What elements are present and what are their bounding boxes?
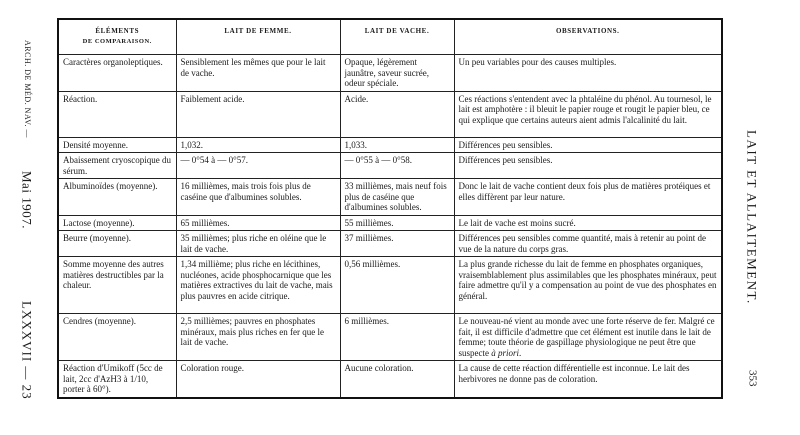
cell-femme: Coloration rouge. [176,361,340,398]
cell-vache: 6 millièmes. [340,314,454,361]
header-elements-sub: DE COMPARAISON. [82,37,152,45]
table-row [58,361,722,398]
table-row [58,179,722,216]
cell-vache: 55 millièmes. [340,215,454,231]
cell-observation: Différences peu sensibles comme quantité, mais à retenir au point de vue de la nature du corps gras. [454,231,722,257]
header-row [58,19,722,55]
obs-end: . [519,347,522,358]
cell-observation [454,314,722,361]
running-title: LAIT ET ALLAITEMENT. [744,130,760,305]
journal-name: ARCH. DE MÉD. NAV. — [23,40,32,138]
cell-observation: Le lait de vache est moins sucré. [454,215,722,231]
right-margin [740,130,764,310]
cell-element: Densité moyenne. [58,137,176,153]
cell-vache: 1,033. [340,137,454,153]
header-elements [58,19,176,55]
cell-element: Réaction d'Umikoff (5cc de lait, 2cc d'AzH3 à 1/10, porter à 60°). [58,361,176,398]
cell-femme: 35 millièmes; plus riche en oléine que le lait de vache. [176,231,340,257]
cell-observation: Donc le lait de vache contient deux fois plus de matières protéiques et elles diffèrent par leur nature. [454,179,722,216]
cell-vache: 33 millièmes, mais neuf fois plus de caséine que d'albumines solubles. [340,179,454,216]
cell-element: Somme moyenne des autres matières destructibles par la chaleur. [58,257,176,314]
cell-femme: 2,5 millièmes; pauvres en phosphates minéraux, mais plus riches en fer que le lait de vache. [176,314,340,361]
cell-element: Lactose (moyenne). [58,215,176,231]
cell-observation: Différences peu sensibles. [454,137,722,153]
cell-vache: Acide. [340,91,454,137]
cell-femme: Faiblement acide. [176,91,340,137]
cell-observation: La plus grande richesse du lait de femme en phosphates organiques, vraisemblablement plus assimilables que les phosphates minéraux, peut faire admettre qu'il y a compensation au point de vue des phosphates en général. [454,257,722,314]
volume-number: LXXXVII — 23 [19,301,35,400]
cell-femme: 65 millièmes. [176,215,340,231]
page-number-wrap [740,370,764,387]
page-number: 353 [746,370,759,387]
cell-element: Albuminoïdes (moyenne). [58,179,176,216]
obs-text: Le nouveau-né vient au monde avec une forte réserve de fer. Malgré ce fait, il est difficile d'admettre que cet élément est inutile dans le lait de femme; toute théorie de gaspillage physiologique ne peut être que suspecte [458,316,715,358]
cell-element: Réaction. [58,91,176,137]
cell-femme: — 0°54 à — 0°57. [176,153,340,179]
cell-element: Cendres (moyenne). [58,314,176,361]
table-row [58,91,722,137]
header-femme: LAIT DE FEMME. [176,19,340,55]
header-observations: OBSERVATIONS. [454,19,722,55]
cell-femme: Sensiblement les mêmes que pour le lait de vache. [176,55,340,92]
cell-element: Beurre (moyenne). [58,231,176,257]
comparison-table [57,18,723,399]
header-vache: LAIT DE VACHE. [340,19,454,55]
cell-element: Abaissement cryoscopique du sérum. [58,153,176,179]
left-margin [14,40,40,400]
cell-femme: 1,032. [176,137,340,153]
obs-italic: à priori [491,347,520,358]
cell-femme: 16 millièmes, mais trois fois plus de caséine que d'albumines solubles. [176,179,340,216]
table-row [58,257,722,314]
table-row [58,137,722,153]
table-row [58,55,722,92]
header-elements-label: ÉLÉMENTS [95,27,140,35]
cell-vache: Aucune coloration. [340,361,454,398]
cell-observation: Différences peu sensibles. [454,153,722,179]
cell-element: Caractères organoleptiques. [58,55,176,92]
cell-observation: Un peu variables pour des causes multiples. [454,55,722,92]
table-row [58,153,722,179]
cell-vache: Opaque, légèrement jaunâtre, saveur sucrée, odeur spéciale. [340,55,454,92]
table-row [58,231,722,257]
cell-observation: Ces réactions s'entendent avec la phtaléine du phénol. Au tournesol, le lait est amphotère : il bleuit le papier rouge et rougit le papier bleu, ce qui explique que certains auteurs aient admis l'alcalinité du lait. [454,91,722,137]
table-row [58,314,722,361]
cell-vache: — 0°55 à — 0°58. [340,153,454,179]
cell-vache: 0,56 millièmes. [340,257,454,314]
cell-vache: 37 millièmes. [340,231,454,257]
cell-femme: 1,34 millième; plus riche en lécithines, nucléones, acide phosphocarnique que les matières extractives du lait de vache, mais plus pauvres en acide citrique. [176,257,340,314]
table-row [58,215,722,231]
issue-date: Mai 1907. [19,170,35,229]
cell-observation: La cause de cette réaction différentielle est inconnue. Le lait des herbivores ne donne pas de coloration. [454,361,722,398]
